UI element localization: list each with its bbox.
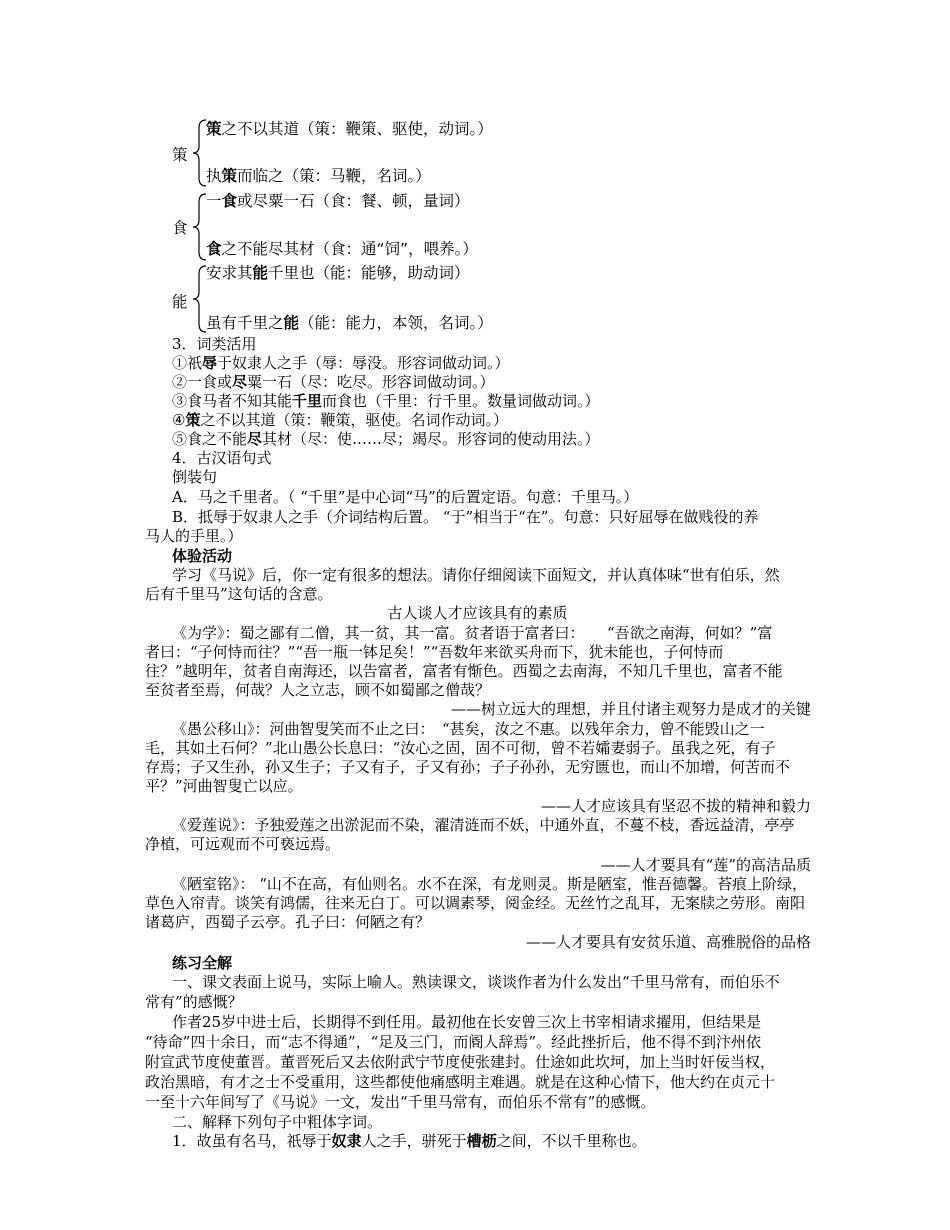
essay-title: 古人谈人才应该具有的素质 [387, 604, 568, 622]
summary-line: ——人才要具有安贫乐道、高雅脱俗的品格 [525, 933, 811, 951]
section-heading: 4．古汉语句式 [172, 449, 272, 467]
paragraph-line: 至贫者至焉，何哉？人之立志，顾不如蜀鄙之僧哉？ [145, 681, 491, 699]
definition-item: 执策而临之（策：马鞭，名词。） [206, 167, 431, 185]
paragraph-line: 常有”的感慨？ [145, 993, 243, 1011]
summary-line: ——树立远大的理想，并且付诸主观努力是成才的关键 [450, 700, 811, 718]
paragraph-line: 《爱莲说》：予独爱莲之出淤泥而不染，濯清涟而不妖，中通外直，不蔓不枝，香远益清，亭亭 [172, 816, 795, 834]
paragraph-line: 后有千里马”这句话的含意。 [145, 585, 333, 603]
summary-line: ——人才要具有“莲”的高洁品质 [600, 856, 811, 874]
paragraph-line: 一至十六年间写了《马说》一文，发出“千里马常有，而伯乐不常有”的感慨。 [145, 1093, 656, 1111]
paragraph-line: 学习《马说》后，你一定有很多的想法。请你仔细阅读下面短文，并认真体味“世有伯乐，然 [172, 566, 780, 584]
definition-item: 安求其能千里也（能：能够，助动词） [206, 264, 470, 282]
paragraph-line: B．抵辱于奴隶人之手（介词结构后置。 “于”相当于“在”。句意：只好屈辱在做贱役的养 [172, 508, 759, 526]
paragraph-line: 《愚公移山》：河曲智叟笑而不止之曰： “甚矣，汝之不惠。以残年余力，曾不能毁山之一 [172, 720, 765, 738]
question-line: 1．故虽有名马，祇辱于奴隶人之手，骈死于槽枥之间，不以千里称也。 [172, 1132, 647, 1150]
paragraph-line: 《为学》：蜀之鄙有二僧，其一贫，其一富。贫者语于富者曰： “吾欲之南海，何如？”富 [172, 624, 773, 642]
section-title: 体验活动 [172, 547, 233, 565]
paragraph-line: A．马之千里者。（ “千里”是中心词“马”的后置定语。句意：千里马。） [172, 488, 639, 506]
paragraph-line: 作者25岁中进士后，长期得不到任用。最初他在长安曾三次上书宰相请求擢用，但结果是 [172, 1013, 762, 1031]
definition-item: 一食或尽粟一石（食：餐、顿，量词） [206, 192, 470, 210]
paragraph-line: 净植，可远观而不可亵远焉。 [145, 835, 341, 853]
paragraph-line: 马人的手里。） [145, 527, 243, 545]
paragraph-line: “待命”四十余日，而“志不得通”，“足及三门，而阍人辞焉”。经此挫折后，他不得不到汴州依 [145, 1033, 762, 1051]
paragraph-line: 诸葛庐，西蜀子云亭。孔子曰：何陋之有？ [145, 913, 431, 931]
section-title: 练习全解 [172, 954, 233, 972]
subheading: 倒装句 [172, 468, 218, 486]
paragraph-line: 毛，其如土石何？”北山愚公长息曰：“汝心之固，固不可彻，曾不若孀妻弱子。虽我之死，有子 [145, 739, 776, 757]
group-char: 能 [172, 293, 188, 311]
definition-item: 虽有千里之能（能：能力，本领，名词。） [206, 314, 493, 332]
summary-line: ——人才应该具有坚忍不拔的精神和毅力 [540, 797, 811, 815]
paragraph-line: 一、课文表面上说马，实际上喻人。熟读课文，谈谈作者为什么发出“千里马常有，而伯乐不 [172, 973, 780, 991]
usage-item: ③食马者不知其能千里而食也（千里：行千里。数量词做动词。） [172, 392, 600, 410]
definition-item: 食之不能尽其材（食：通“饲”，喂养。） [206, 240, 478, 258]
paragraph-line: 平？”河曲智叟亡以应。 [145, 777, 303, 795]
paragraph-line: 往？”越明年，贫者自南海还，以告富者，富者有惭色。西蜀之去南海，不知几千里也，富者不能 [145, 662, 783, 680]
usage-item: ④策之不以其道（策：鞭策，驱使。名词作动词。） [172, 411, 508, 429]
usage-item: ⑤食之不能尽其材（尽：使……尽；竭尽。形容词的使动用法。） [172, 430, 600, 448]
paragraph-line: 者曰：“子何恃而往？”“吾一瓶一钵足矣！”“吾数年来欲买舟而下，犹未能也，子何恃而 [145, 643, 724, 661]
paragraph-line: 附宣武节度使董晋。董晋死后又去依附武宁节度使张建封。仕途如此坎坷，加上当时奸佞当权， [145, 1053, 776, 1071]
paragraph-line: 《陋室铭》： “山不在高，有仙则名。水不在深，有龙则灵。斯是陋室，惟吾德馨。苔痕上阶绿， [172, 875, 807, 893]
usage-item: ①祇辱于奴隶人之手（辱：辱没。形容词做动词。） [172, 354, 510, 372]
group-char: 食 [172, 219, 188, 237]
section-heading: 3．词类活用 [172, 335, 257, 353]
definition-item: 策之不以其道（策：鞭策、驱使，动词。） [206, 120, 493, 138]
paragraph-line: 存焉；子又生孙，孙又生子；子又有子，子又有孙；子子孙孙，无穷匮也，而山不加增，何苦而不 [145, 758, 791, 776]
paragraph-line: 草色入帘青。谈笑有鸿儒，往来无白丁。可以调素琴，阅金经。无丝竹之乱耳，无案牍之劳形。南阳 [145, 894, 806, 912]
paragraph-line: 二、解释下列句子中粗体字词。 [172, 1113, 383, 1131]
usage-item: ②一食或尽粟一石（尽：吃尽。形容词做动词。） [172, 373, 495, 391]
paragraph-line: 政治黑暗，有才之士不受重用，这些都使他痛感明主难遇。就是在这种心情下，他大约在贞元十 [145, 1073, 776, 1091]
group-char: 策 [172, 146, 188, 164]
